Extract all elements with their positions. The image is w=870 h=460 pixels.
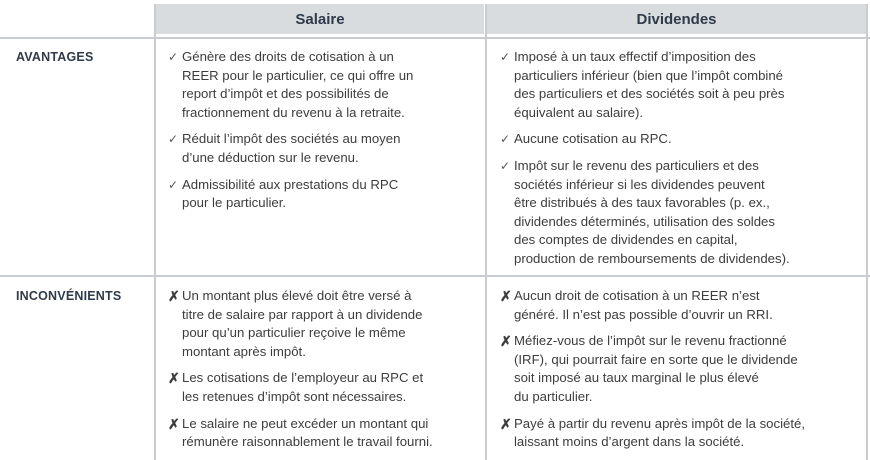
list-item [168, 176, 480, 213]
inconvenients-salaire-cell [168, 287, 480, 460]
row-label-avantages: AVANTAGES [16, 50, 94, 64]
item-text: Méfiez-vous de l’impôt sur le revenu fractionné (IRF), qui pourrait faire en sorte que le dividende soit imposé au taux marginal le plus élevé du particulier. [514, 333, 798, 404]
check-icon: ✓ [168, 177, 179, 192]
column-header-dividendes: Dividendes [487, 4, 866, 34]
list-item [500, 157, 862, 269]
list-item [500, 332, 862, 406]
item-text: Le salaire ne peut excéder un montant qui rémunère raisonnablement le travail fourni. [182, 415, 433, 450]
avantages-salaire-cell [168, 48, 480, 221]
row-divider-top [0, 37, 870, 39]
row-label-inconvenients: INCONVÉNIENTS [16, 289, 122, 303]
item-text: Un montant plus élevé doit être versé à titre de salaire par rapport à un dividende pour qu’un particulier reçoive le même montant après impôt. [182, 288, 423, 359]
column-divider-middle [485, 4, 487, 460]
cross-icon: ✗ [500, 415, 512, 432]
list-item [500, 287, 862, 324]
check-icon: ✓ [500, 158, 511, 173]
item-text: Génère des droits de cotisation à un REER pour le particulier, ce qui offre un report d’impôt et des possibilités de fractionnement du revenu à la retraite. [182, 49, 414, 120]
item-text: Aucun droit de cotisation à un REER n’est généré. Il n’est pas possible d’ouvrir un RRI. [514, 288, 773, 322]
column-divider-right [866, 4, 868, 460]
item-text: Impôt sur le revenu des particuliers et des sociétés inférieur si les dividendes peuvent être distribués à des taux favorables (p. ex., dividendes déterminés, utilisation des soldes des comptes de dividendes en capital, production de remboursements de dividendes). [514, 157, 790, 266]
check-icon: ✓ [500, 132, 511, 147]
check-icon: ✓ [168, 50, 179, 64]
inconvenients-dividendes-cell [500, 287, 862, 460]
cross-icon: ✗ [500, 288, 512, 304]
check-icon: ✓ [168, 132, 179, 147]
list-item [168, 287, 480, 361]
cross-icon: ✗ [168, 370, 180, 387]
list-item [168, 415, 480, 452]
cross-icon: ✗ [168, 288, 180, 304]
item-text: Aucune cotisation au RPC. [514, 131, 672, 147]
item-text: Les cotisations de l’employeur au RPC et les retenues d’impôt sont nécessaires. [182, 370, 424, 404]
item-text: Payé à partir du revenu après impôt de la société, laissant moins d’argent dans la société. [514, 415, 806, 450]
item-text: Imposé à un taux effectif d’imposition des particuliers inférieur (bien que l’impôt combiné des particuliers et des sociétés soit à peu près équivalent au salaire). [514, 49, 785, 120]
column-divider-left [154, 4, 156, 460]
item-text: Réduit l’impôt des sociétés au moyen d’une déduction sur le revenu. [182, 131, 401, 165]
list-item [168, 369, 480, 406]
cross-icon: ✗ [500, 333, 512, 350]
item-text: Admissibilité aux prestations du RPC pour le particulier. [182, 176, 399, 211]
check-icon: ✓ [500, 50, 511, 64]
avantages-dividendes-cell [500, 48, 862, 277]
list-item [500, 130, 862, 149]
cross-icon: ✗ [168, 415, 180, 432]
column-header-salaire: Salaire [156, 4, 484, 34]
list-item [168, 130, 480, 167]
list-item [500, 415, 862, 452]
list-item [168, 48, 480, 122]
list-item [500, 48, 862, 122]
